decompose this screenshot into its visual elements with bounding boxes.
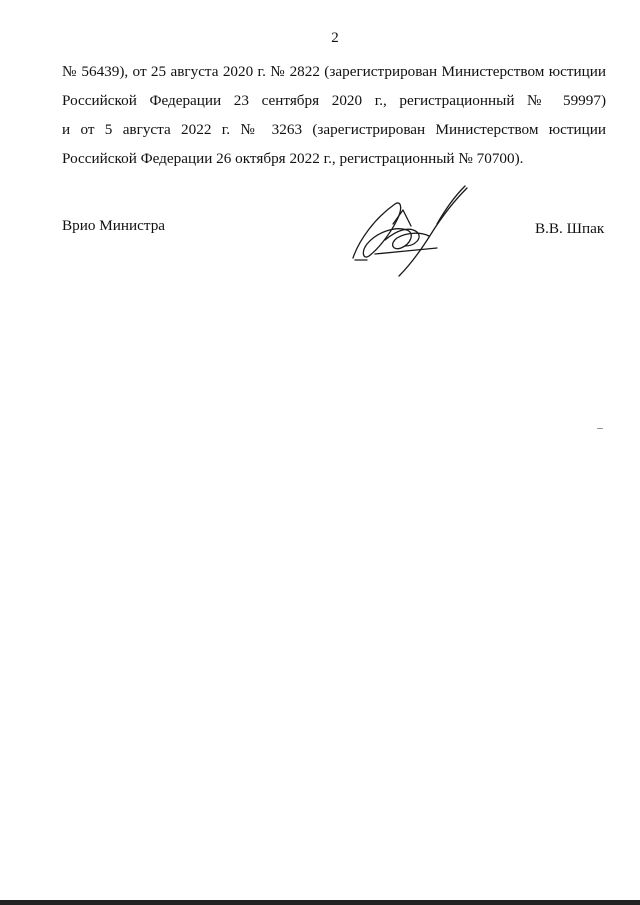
- scan-artifact: [597, 428, 603, 429]
- body-line: № 56439), от 25 августа 2020 г. № 2822 (зарегистрирован Министерством юстиции: [62, 63, 606, 80]
- page-number: 2: [331, 30, 339, 46]
- signatory-name: В.В. Шпак: [535, 220, 605, 237]
- body-line: Российской Федерации 26 октября 2022 г., регистрационный № 70700).: [62, 150, 524, 167]
- handwritten-signature: [345, 180, 475, 280]
- scan-bottom-edge: [0, 900, 640, 905]
- signatory-title: Врио Министра: [62, 217, 166, 234]
- body-paragraph: [62, 57, 606, 173]
- body-line: Российской Федерации 23 сентября 2020 г., регистрационный № 59997): [62, 92, 606, 109]
- body-line: и от 5 августа 2022 г. № 3263 (зарегистрирован Министерством юстиции: [62, 121, 606, 138]
